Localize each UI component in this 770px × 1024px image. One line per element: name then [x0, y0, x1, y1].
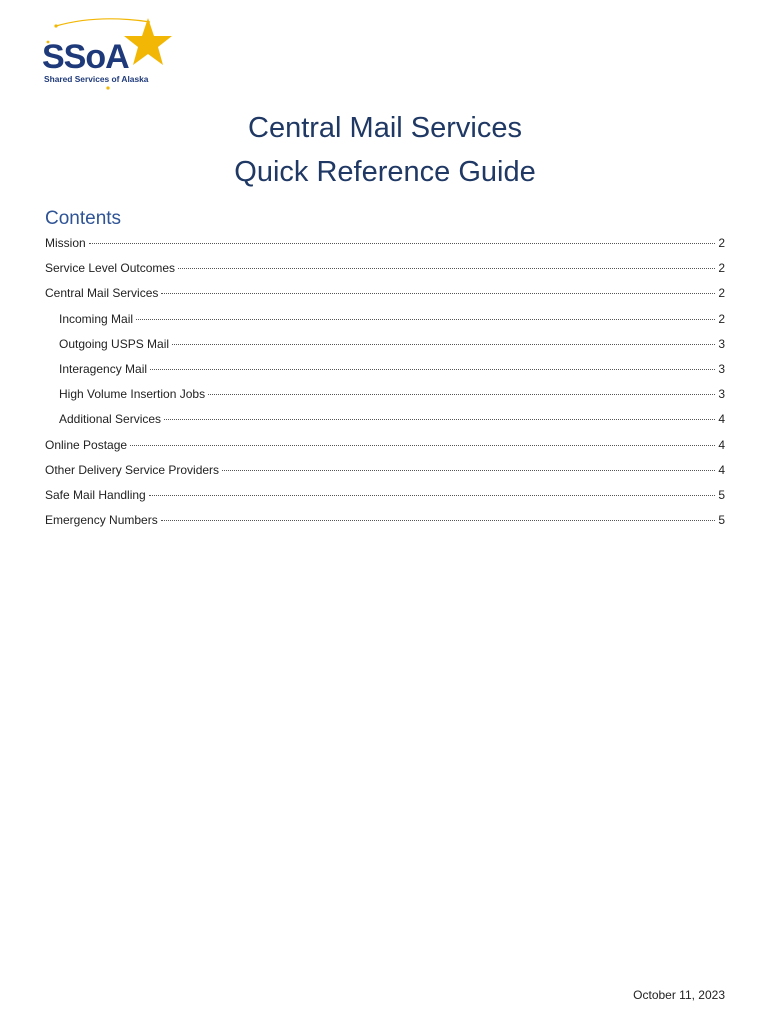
toc-label: Incoming Mail: [59, 311, 134, 326]
toc-entry-emergency-numbers[interactable]: [45, 510, 725, 535]
toc-label: Interagency Mail: [59, 361, 148, 376]
toc-page-number: 5: [718, 513, 725, 528]
toc-leader-dots: [178, 267, 715, 269]
toc-label: Additional Services: [59, 412, 162, 427]
logo-arc: [56, 19, 150, 26]
toc-page-number: 2: [718, 236, 725, 250]
toc-leader-dots: [149, 494, 716, 496]
logo-star-dot: [54, 24, 57, 27]
document-title: [0, 106, 770, 194]
toc-label: Service Level Outcomes: [45, 261, 176, 276]
toc-entry-central-mail-services[interactable]: [45, 283, 725, 308]
toc-page-number: 2: [718, 311, 725, 326]
toc-entry-mission[interactable]: [45, 233, 725, 258]
toc-page-number: 4: [718, 412, 725, 427]
title-line-1: Central Mail Services: [248, 112, 522, 144]
logo-tagline: Shared Services of Alaska: [44, 74, 149, 84]
toc-entry-incoming-mail[interactable]: [45, 309, 725, 334]
toc-label: Safe Mail Handling: [45, 487, 146, 502]
toc-page-number: 2: [718, 286, 725, 301]
table-of-contents: [45, 233, 725, 535]
star-icon: [124, 18, 172, 65]
logo-star-dot: [106, 86, 109, 89]
toc-label: High Volume Insertion Jobs: [59, 387, 206, 402]
toc-leader-dots: [89, 242, 716, 244]
toc-page-number: 3: [718, 387, 725, 402]
toc-leader-dots: [150, 368, 715, 370]
logo-wordmark: SSoA: [42, 38, 129, 76]
toc-page-number: 2: [718, 261, 725, 276]
toc-label: Outgoing USPS Mail: [59, 336, 170, 351]
toc-entry-additional-services[interactable]: [45, 409, 725, 434]
toc-leader-dots: [130, 444, 715, 446]
ssoa-logo: [38, 16, 178, 92]
toc-page-number: 4: [718, 462, 725, 477]
toc-page-number: 3: [718, 336, 725, 351]
toc-leader-dots: [161, 519, 716, 521]
contents-heading: Contents: [45, 208, 122, 229]
toc-entry-online-postage[interactable]: [45, 435, 725, 460]
toc-label: Online Postage: [45, 437, 128, 452]
toc-leader-dots: [208, 393, 715, 395]
toc-label: Other Delivery Service Providers: [45, 462, 220, 477]
toc-page-number: 5: [718, 487, 725, 502]
toc-entry-interagency-mail[interactable]: [45, 359, 725, 384]
toc-entry-service-level-outcomes[interactable]: [45, 258, 725, 283]
toc-leader-dots: [172, 343, 715, 345]
toc-entry-safe-mail-handling[interactable]: [45, 485, 725, 510]
toc-label: Mission: [45, 236, 86, 250]
toc-label: Central Mail Services: [45, 286, 159, 301]
toc-page-number: 4: [718, 437, 725, 452]
footer-date: October 11, 2023: [633, 988, 725, 1002]
toc-leader-dots: [161, 292, 715, 294]
toc-page-number: 3: [718, 361, 725, 376]
toc-leader-dots: [222, 469, 715, 471]
toc-entry-high-volume-insertion-jobs[interactable]: [45, 384, 725, 409]
toc-entry-outgoing-usps-mail[interactable]: [45, 334, 725, 359]
logo-graphic: [38, 16, 178, 92]
toc-leader-dots: [164, 418, 715, 420]
title-line-2: Quick Reference Guide: [234, 156, 536, 188]
toc-label: Emergency Numbers: [45, 513, 158, 528]
toc-leader-dots: [136, 318, 715, 320]
toc-entry-other-delivery-service-providers[interactable]: [45, 460, 725, 485]
